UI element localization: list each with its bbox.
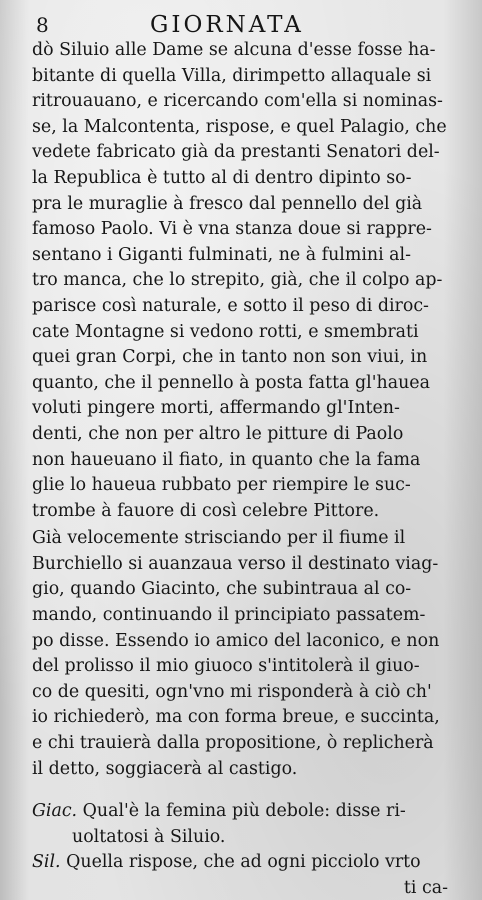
text-line: bitante di quella Villa, dirimpetto allaquale si [32, 65, 432, 86]
dialogue [32, 799, 458, 900]
speaker-label: Sil. [32, 852, 61, 873]
text-line: famoso Paolo. Vi è vna stanza doue si rappre- [32, 219, 432, 240]
text-line: trombe à fauore di così celebre Pittore. [32, 500, 380, 521]
text-line: quei gran Corpi, che in tanto non son viui, in [32, 347, 428, 368]
speaker-label: Giac. [32, 801, 78, 822]
text-line: il detto, soggiacerà al castigo. [32, 758, 298, 779]
text-line: dò Siluio alle Dame se alcuna d'esse fosse ha- [32, 40, 436, 60]
dialogue-text: Quella rispose, che ad ogni picciolo vrto [66, 852, 421, 873]
text-line: sentano i Giganti fulminati, ne à fulmini al- [32, 244, 411, 265]
paragraph-1 [32, 38, 458, 524]
text-line: co de quesiti, ogn'vno mi risponderà à ciò ch' [32, 681, 432, 702]
text-line: gio, quando Giacinto, che subintraua al co- [32, 579, 412, 600]
paragraph-2 [32, 526, 458, 782]
text-line: mando, continuando il principiato passatem- [32, 605, 426, 626]
dialogue-continuation: uoltatosi à Siluio. [72, 826, 226, 847]
running-head: GIORNATA [150, 12, 304, 38]
page-number: 8 [36, 13, 49, 37]
text-line: pra le muraglie à fresco dal pennello del già [32, 193, 423, 214]
text-line: Già velocemente strisciando per il fiume il [32, 528, 406, 549]
text-line: denti, che non per altro le pitture di Paolo [32, 423, 404, 444]
text-line: quanto, che il pennello à posta fatta gl'hauea [32, 372, 430, 393]
dialogue-line [32, 850, 458, 876]
dialogue-continuation: ti ca- [403, 878, 448, 898]
text-line: cate Montagne si vedono rotti, e smembrati [32, 321, 419, 342]
page-body [32, 38, 458, 900]
text-line: Burchiello si auanzaua verso il destinato viag- [32, 553, 439, 574]
text-line: voluti pingere morti, affermando gl'Inten- [32, 398, 400, 419]
text-line: io richiederò, ma con forma breue, e succinta, [32, 707, 440, 728]
dialogue-line [32, 799, 458, 825]
text-line: parisce così naturale, e sotto il peso di diroc- [32, 295, 429, 316]
page-header [36, 10, 456, 40]
text-line: del prolisso il mio giuoco s'intitolerà il giuo- [32, 656, 420, 677]
text-line: non haueuano il fiato, in quanto che la fama [32, 449, 421, 470]
text-line: la Republica è tutto al di dentro dipinto so- [32, 167, 412, 188]
text-line: tro manca, che lo strepito, già, che il colpo ap- [32, 270, 443, 291]
text-line: po disse. Essendo io amico del laconico, e non [32, 630, 440, 651]
text-line: e chi trauierà dalla propositione, ò replicherà [32, 733, 434, 754]
text-line: vedete fabricato già da prestanti Senatori del- [32, 142, 440, 163]
dialogue-text: Qual'è la femina più debole: disse ri- [82, 801, 406, 822]
text-line: ritrouauano, e ricercando com'ella si nominas- [32, 91, 443, 112]
text-line: se, la Malcontenta, rispose, e quel Palagio, che [32, 116, 447, 137]
text-line: glie lo haueua rubbato per riempire le suc- [32, 475, 411, 496]
